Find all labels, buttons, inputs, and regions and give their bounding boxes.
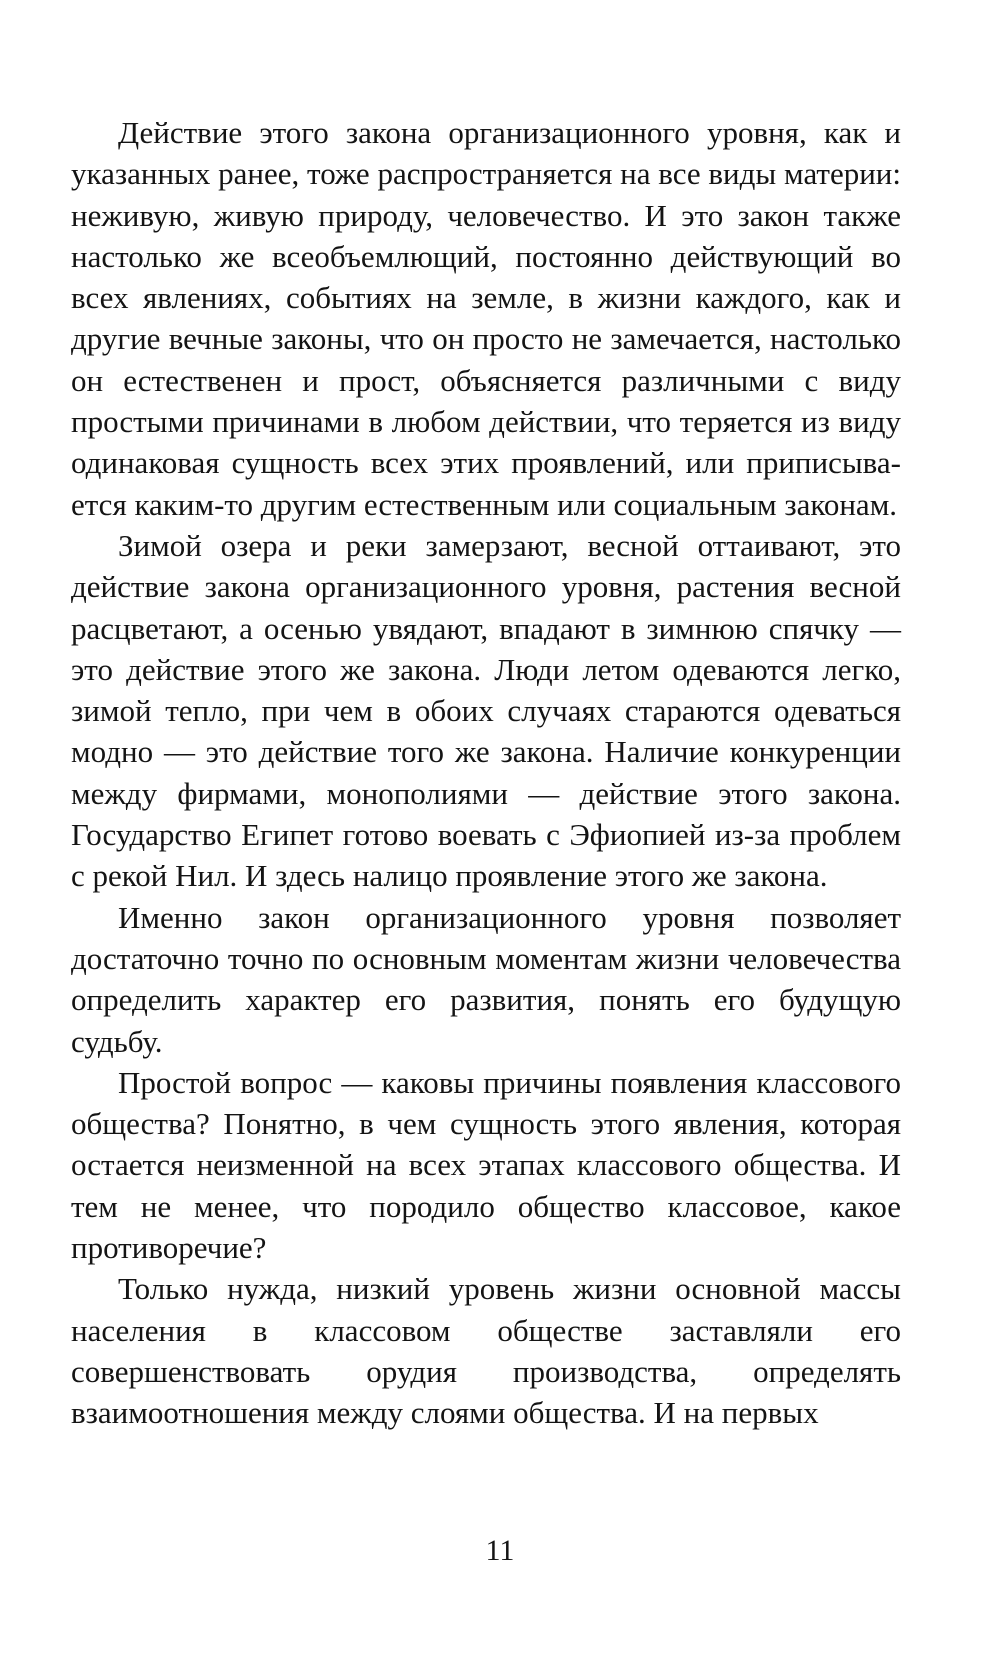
paragraph-4: Простой вопрос — каковы причины появления классового общества? Понятно, в чем сущность этого явления, которая остается неизменной на всех этапах классового общества. И тем не менее, что породило общество классовое, какое противоречие? — [71, 1064, 901, 1266]
page-number: 11 — [485, 1534, 515, 1567]
paragraph-3: Именно закон организационного уровня позволяет достаточно точно по основным моментам жизни человечества определить характер его развития, понять его будущую судьбу. — [71, 899, 901, 1059]
paragraph-2: Зимой озера и реки замерзают, весной оттаивают, это действие закона организационного уровня, растения весной расцветают, а осенью увядают, впадают в зимнюю спячку — это действие этого же закона. Люди летом одеваются легко, зимой тепло, при чем в обоих случаях стараются одеваться модно — это действие того же закона. Наличие конкуренции между фирмами, монополиями — действие этого закона. Государство Египет готово воевать с Эфиопией из-за проблем с рекой Нил. И здесь налицо проявление этого же закона. — [71, 527, 901, 894]
paragraph-1: Действие этого закона организационного уровня, как и указанных ранее, тоже распространяется на все виды материи: неживую, живую природу, человечество. И это закон также настолько же всеобъемлющий, постоянно действующий во всех явлениях, событиях на земле, в жизни каждого, как и другие вечные законы, что он просто не замечается, настолько он естественен и прост, объясняется различными с виду простыми причинами в любом действии, что теряется из виду одинаковая сущность всех этих проявлений, или приписывается каким-то другим естественным или социальным законам. — [71, 115, 901, 522]
page-body-text — [71, 112, 901, 1434]
paragraph-5: Только нужда, низкий уровень жизни основной массы населения в классовом обществе заставляли его совершенствовать орудия производства, определять взаимоотношения между слоями общества. И на первых — [71, 1271, 901, 1431]
